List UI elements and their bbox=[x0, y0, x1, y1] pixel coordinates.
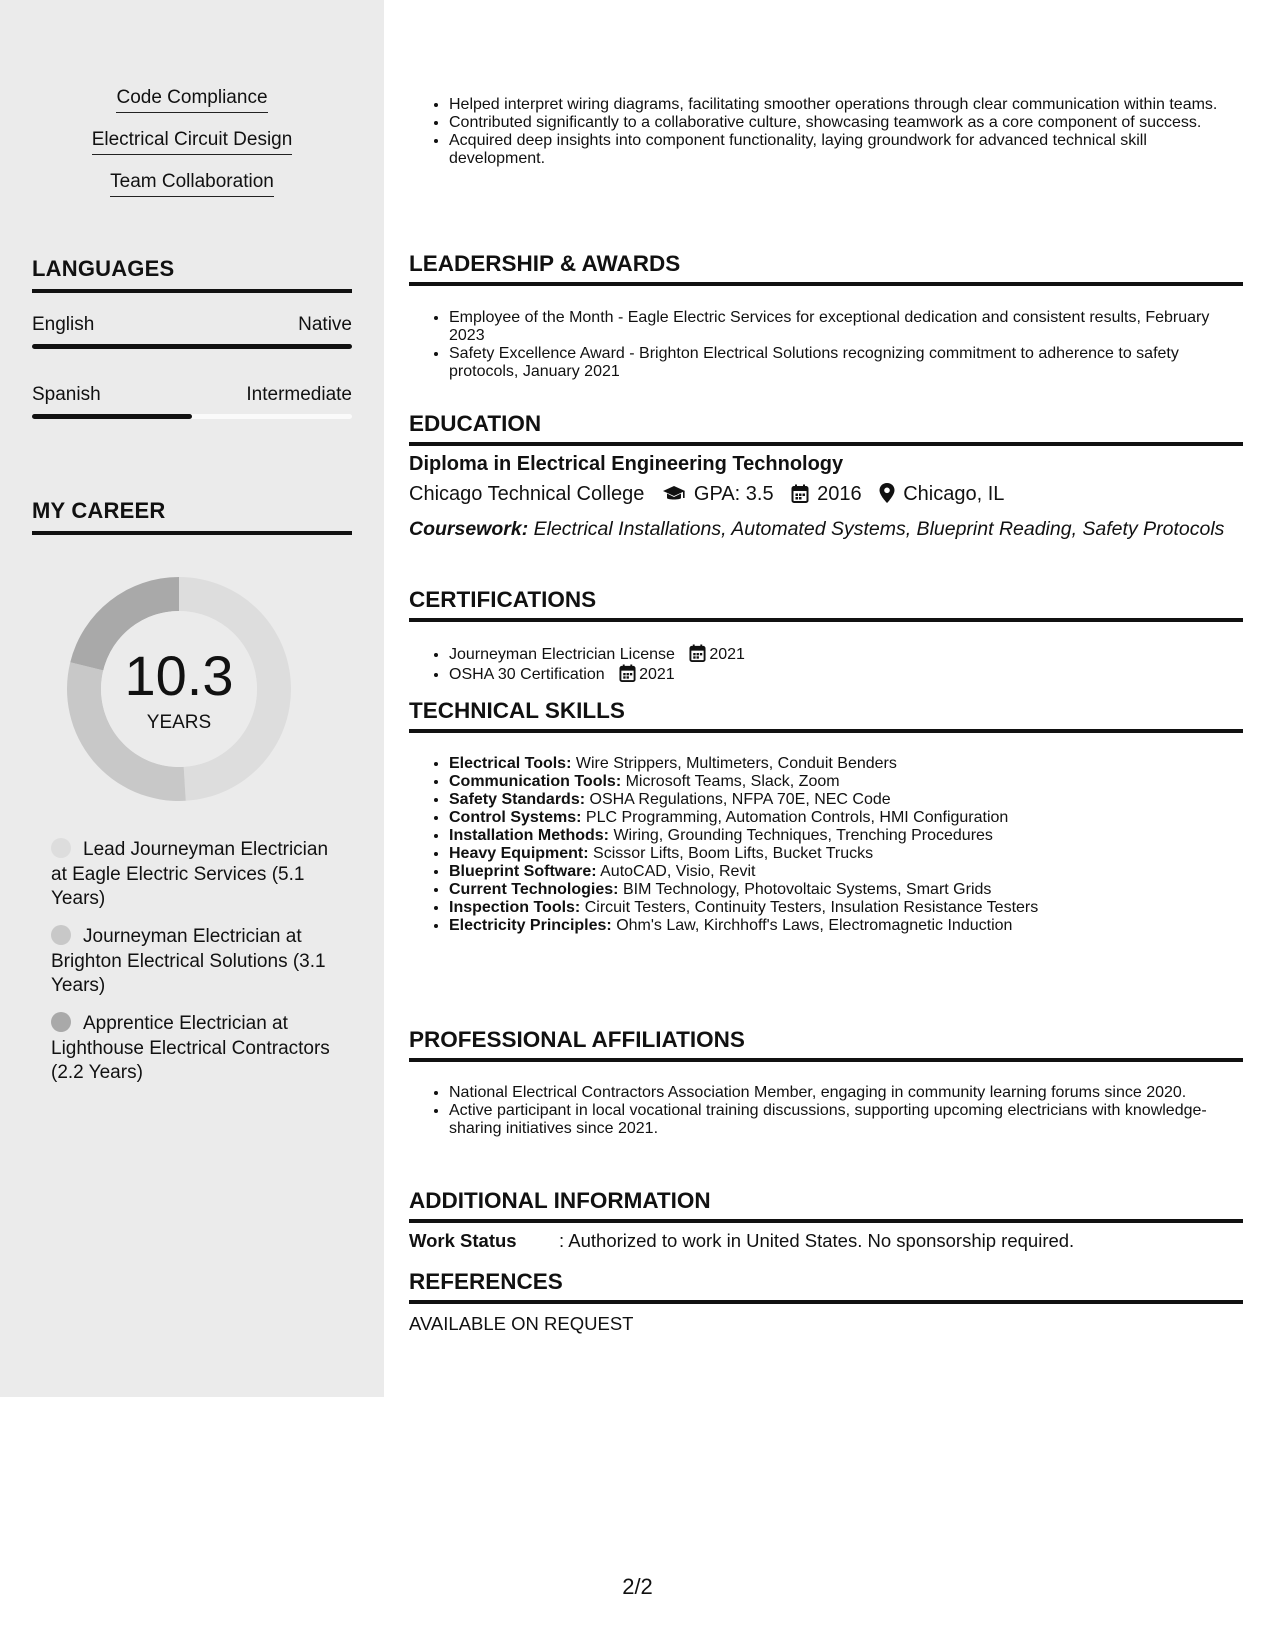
language-level-bar bbox=[32, 414, 352, 419]
certification-item bbox=[449, 664, 1243, 684]
technical-skill-label: Electricity Principles: bbox=[449, 917, 612, 934]
technical-skill-value: Scissor Lifts, Boom Lifts, Bucket Trucks bbox=[593, 845, 874, 862]
awards-heading: LEADERSHIP & AWARDS bbox=[409, 251, 1243, 286]
legend-dot bbox=[51, 925, 71, 945]
career-total-years: 10.3 bbox=[124, 644, 234, 707]
language-level-bar bbox=[32, 344, 352, 349]
technical-skill-value: Circuit Testers, Continuity Testers, Insulation Resistance Testers bbox=[584, 899, 1039, 916]
technical-skills-heading: TECHNICAL SKILLS bbox=[409, 698, 1243, 733]
coursework-label: Coursework: bbox=[409, 518, 529, 540]
technical-skill-item bbox=[449, 917, 1243, 935]
technical-skill-label: Safety Standards: bbox=[449, 791, 586, 808]
bullet-item: • Contributed significantly to a collaborative culture, showcasing teamwork as a core component of success. bbox=[449, 114, 1243, 132]
technical-skill-value: BIM Technology, Photovoltaic Systems, Smart Grids bbox=[622, 881, 992, 898]
technical-skill-value: Ohm's Law, Kirchhoff's Laws, Electromagnetic Induction bbox=[616, 917, 1013, 934]
experience-bullets bbox=[409, 80, 1243, 184]
career-item bbox=[51, 1012, 331, 1086]
certification-year: 2021 bbox=[639, 666, 675, 683]
language-row bbox=[32, 384, 352, 406]
calendar-icon bbox=[689, 644, 706, 662]
graduation-cap-icon bbox=[662, 484, 686, 510]
sidebar bbox=[0, 0, 384, 1397]
technical-skill-label: Blueprint Software: bbox=[449, 863, 597, 880]
certification-date bbox=[619, 664, 675, 684]
technical-skill-value: PLC Programming, Automation Controls, HMI Configuration bbox=[585, 809, 1009, 826]
education-entry bbox=[409, 451, 1243, 542]
technical-skill-item bbox=[449, 863, 1243, 881]
technical-skill-item bbox=[449, 827, 1243, 845]
award-item: • Employee of the Month - Eagle Electric Services for exceptional dedication and consistent results, February 2023 bbox=[449, 309, 1243, 345]
technical-skill-item bbox=[449, 755, 1243, 773]
coursework bbox=[409, 517, 1243, 542]
career-donut-center bbox=[66, 576, 292, 802]
technical-skill-item bbox=[449, 845, 1243, 863]
technical-skill-label: Communication Tools: bbox=[449, 773, 622, 790]
certification-date bbox=[689, 644, 745, 664]
language-name: English bbox=[32, 314, 95, 335]
skill-tag: Electrical Circuit Design bbox=[92, 129, 293, 155]
legend-dot bbox=[51, 1012, 71, 1032]
career-item bbox=[51, 838, 331, 912]
legend-dot bbox=[51, 838, 71, 858]
language-name: Spanish bbox=[32, 384, 101, 405]
education-heading: EDUCATION bbox=[409, 411, 1243, 446]
certification-name: Journeyman Electrician License bbox=[449, 646, 675, 663]
affiliations-heading: PROFESSIONAL AFFILIATIONS bbox=[409, 1027, 1243, 1062]
education-meta bbox=[409, 481, 1243, 510]
technical-skill-item bbox=[449, 773, 1243, 791]
language-level-fill bbox=[32, 414, 192, 419]
career-heading: MY CAREER bbox=[32, 498, 352, 535]
technical-skill-item bbox=[449, 881, 1243, 899]
language-level: Native bbox=[298, 314, 352, 335]
technical-skill-value: Microsoft Teams, Slack, Zoom bbox=[625, 773, 840, 790]
technical-skills-list bbox=[409, 739, 1243, 951]
calendar-icon bbox=[791, 484, 809, 510]
technical-skill-label: Heavy Equipment: bbox=[449, 845, 589, 862]
certification-item bbox=[449, 644, 1243, 664]
school-name: Chicago Technical College bbox=[409, 483, 645, 505]
career-item-text: Apprentice Electrician at Lighthouse Electrical Contractors (2.2 Years) bbox=[51, 1013, 330, 1083]
technical-skill-item bbox=[449, 809, 1243, 827]
technical-skill-label: Inspection Tools: bbox=[449, 899, 581, 916]
page-number: 2/2 bbox=[622, 1574, 653, 1599]
technical-skill-item bbox=[449, 791, 1243, 809]
school-location: Chicago, IL bbox=[903, 483, 1005, 505]
technical-skill-label: Installation Methods: bbox=[449, 827, 609, 844]
certifications-list bbox=[409, 628, 1243, 700]
technical-skill-label: Electrical Tools: bbox=[449, 755, 572, 772]
career-item bbox=[51, 925, 331, 999]
technical-skill-value: Wiring, Grounding Techniques, Trenching Procedures bbox=[613, 827, 993, 844]
references-heading: REFERENCES bbox=[409, 1269, 1243, 1304]
skills-list bbox=[0, 87, 384, 213]
affiliation-item: • Active participant in local vocational training discussions, supporting upcoming electricians with knowledge-sharing initiatives since 2021. bbox=[449, 1102, 1243, 1138]
languages-heading: LANGUAGES bbox=[32, 256, 352, 293]
affiliation-item: • National Electrical Contractors Association Member, engaging in community learning forums since 2020. bbox=[449, 1084, 1243, 1102]
technical-skill-item bbox=[449, 899, 1243, 917]
certification-name: OSHA 30 Certification bbox=[449, 666, 605, 683]
bullet-item: • Helped interpret wiring diagrams, facilitating smoother operations through clear communication within teams. bbox=[449, 96, 1243, 114]
certifications-heading: CERTIFICATIONS bbox=[409, 587, 1243, 622]
language-level-fill bbox=[32, 344, 352, 349]
coursework-text: Electrical Installations, Automated Systems, Blueprint Reading, Safety Protocols bbox=[533, 518, 1225, 540]
affiliations-list bbox=[409, 1068, 1243, 1154]
degree-title: Diploma in Electrical Engineering Technology bbox=[409, 453, 844, 475]
technical-skill-value: Wire Strippers, Multimeters, Conduit Benders bbox=[575, 755, 897, 772]
award-item: • Safety Excellence Award - Brighton Electrical Solutions recognizing commitment to adherence to safety protocols, January 2021 bbox=[449, 345, 1243, 381]
calendar-icon bbox=[619, 664, 636, 682]
gpa: GPA: 3.5 bbox=[693, 483, 774, 505]
career-item-text: Journeyman Electrician at Brighton Electrical Solutions (3.1 Years) bbox=[51, 926, 326, 996]
language-row bbox=[32, 314, 352, 336]
map-pin-icon bbox=[879, 483, 895, 510]
technical-skill-label: Current Technologies: bbox=[449, 881, 619, 898]
awards-list bbox=[409, 293, 1243, 397]
technical-skill-value: AutoCAD, Visio, Revit bbox=[600, 863, 756, 880]
additional-info-heading: ADDITIONAL INFORMATION bbox=[409, 1188, 1243, 1223]
career-item-text: Lead Journeyman Electrician at Eagle Electric Services (5.1 Years) bbox=[51, 839, 329, 909]
skill-tag: Team Collaboration bbox=[110, 171, 274, 197]
graduation-year: 2016 bbox=[817, 483, 862, 505]
technical-skill-label: Control Systems: bbox=[449, 809, 582, 826]
work-status-label: Work Status bbox=[409, 1230, 517, 1251]
references-text bbox=[409, 1312, 1243, 1336]
certification-year: 2021 bbox=[709, 646, 745, 663]
technical-skill-value: OSHA Regulations, NFPA 70E, NEC Code bbox=[589, 791, 891, 808]
work-status-row bbox=[409, 1229, 1243, 1253]
work-status-value: : Authorized to work in United States. No sponsorship required. bbox=[559, 1230, 1075, 1251]
skill-tag: Code Compliance bbox=[116, 87, 267, 113]
references-value: AVAILABLE ON REQUEST bbox=[409, 1313, 634, 1334]
career-donut-chart bbox=[66, 576, 292, 802]
career-years-unit: YEARS bbox=[146, 712, 212, 733]
language-level: Intermediate bbox=[246, 384, 352, 405]
bullet-item: • Acquired deep insights into component functionality, laying groundwork for advanced technical skill development. bbox=[449, 132, 1243, 168]
